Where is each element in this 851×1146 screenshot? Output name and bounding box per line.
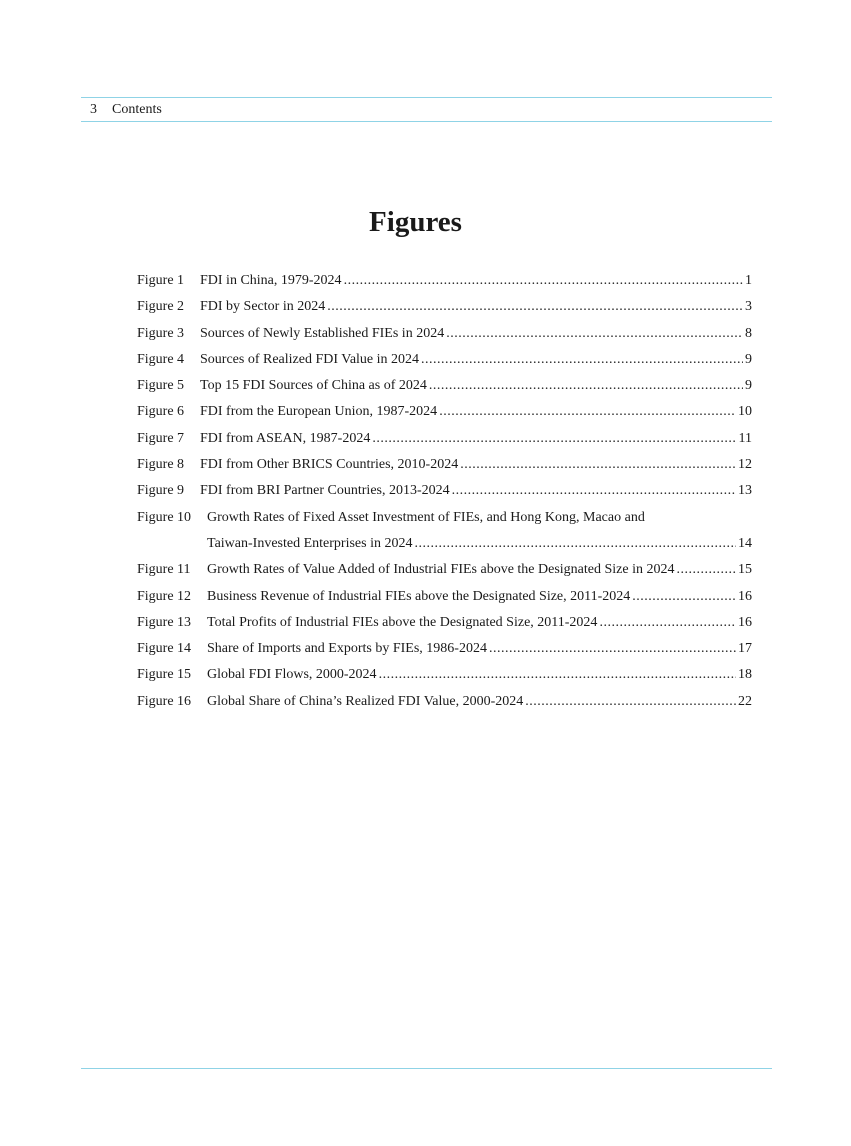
figure-title: Business Revenue of Industrial FIEs above the Designated Size, 2011-2024 xyxy=(207,588,631,604)
footer-rule xyxy=(81,1068,772,1069)
toc-entry-figure-12[interactable] xyxy=(137,584,752,610)
figure-label: Figure 10 xyxy=(137,509,192,525)
dot-leader xyxy=(344,268,743,294)
page-number: 9 xyxy=(745,378,752,394)
figure-title: FDI from ASEAN, 1987-2024 xyxy=(200,430,371,446)
page-number: 15 xyxy=(738,562,752,578)
page-number: 10 xyxy=(738,404,752,420)
figure-title: Sources of Newly Established FIEs in 2024 xyxy=(200,325,445,341)
page-number: 1 xyxy=(745,273,752,288)
figure-title: Sources of Realized FDI Value in 2024 xyxy=(200,351,420,367)
toc-entry-figure-1[interactable] xyxy=(137,268,752,294)
figure-label: Figure 5 xyxy=(137,378,185,394)
dot-leader xyxy=(421,347,743,373)
header-rule-bottom xyxy=(81,121,772,122)
figure-label: Figure 1 xyxy=(137,273,185,288)
figure-title: Growth Rates of Value Added of Industrial FIEs above the Designated Size in 2024 xyxy=(207,562,675,578)
toc-entry-figure-10[interactable] xyxy=(137,505,752,558)
figure-label: Figure 4 xyxy=(137,351,185,367)
dot-leader xyxy=(439,399,736,425)
running-header xyxy=(90,101,162,119)
figure-title: FDI from the European Union, 1987-2024 xyxy=(200,404,438,420)
header-section: Contents xyxy=(112,102,162,117)
page-number: 14 xyxy=(738,535,752,551)
page-number: 17 xyxy=(738,641,752,657)
figure-label: Figure 11 xyxy=(137,562,191,578)
figure-label: Figure 9 xyxy=(137,483,185,499)
figure-title: Share of Imports and Exports by FIEs, 1986-2024 xyxy=(207,641,487,657)
dot-leader xyxy=(429,373,743,399)
toc-entry-figure-9[interactable] xyxy=(137,478,752,504)
toc-entry-figure-4[interactable] xyxy=(137,347,752,373)
page-number: 13 xyxy=(738,483,752,499)
dot-leader xyxy=(525,689,736,715)
toc-entry-figure-6[interactable] xyxy=(137,399,752,425)
page-number: 16 xyxy=(738,588,752,604)
dot-leader xyxy=(599,610,736,636)
dot-leader xyxy=(452,478,736,504)
toc-entry-figure-15[interactable] xyxy=(137,662,752,688)
figure-title: Global FDI Flows, 2000-2024 xyxy=(207,667,377,683)
toc-entry-figure-16[interactable] xyxy=(137,689,752,715)
figure-title: Top 15 FDI Sources of China as of 2024 xyxy=(200,378,427,394)
figure-title-line2: Taiwan-Invested Enterprises in 2024 xyxy=(207,535,413,551)
page-number: 18 xyxy=(738,667,752,683)
dot-leader xyxy=(414,531,736,557)
figure-title: FDI from BRI Partner Countries, 2013-2024 xyxy=(200,483,450,499)
dot-leader xyxy=(379,662,736,688)
figure-label: Figure 13 xyxy=(137,614,192,630)
figure-title: Total Profits of Industrial FIEs above the Designated Size, 2011-2024 xyxy=(207,614,598,630)
page-number: 8 xyxy=(745,325,752,341)
figure-label: Figure 12 xyxy=(137,588,192,604)
figure-title: Global Share of China’s Realized FDI Value, 2000-2024 xyxy=(207,693,524,709)
header-page-number: 3 xyxy=(90,102,97,117)
figure-label: Figure 14 xyxy=(137,641,192,657)
page-number: 3 xyxy=(745,299,752,315)
toc-entry-figure-5[interactable] xyxy=(137,373,752,399)
page-number: 11 xyxy=(738,430,752,446)
page-title: Figures xyxy=(369,206,462,239)
dot-leader xyxy=(632,584,736,610)
toc-entry-figure-7[interactable] xyxy=(137,426,752,452)
dot-leader xyxy=(327,294,743,320)
figure-label: Figure 15 xyxy=(137,667,192,683)
figures-list xyxy=(137,268,752,715)
figure-title: FDI by Sector in 2024 xyxy=(200,299,326,315)
dot-leader xyxy=(676,557,736,583)
toc-entry-figure-13[interactable] xyxy=(137,610,752,636)
figure-label: Figure 3 xyxy=(137,325,185,341)
toc-entry-figure-2[interactable] xyxy=(137,294,752,320)
figure-label: Figure 6 xyxy=(137,404,185,420)
figure-title: FDI in China, 1979-2024 xyxy=(200,273,342,288)
page-number: 22 xyxy=(738,693,752,709)
dot-leader xyxy=(446,321,743,347)
figure-title-line1: Growth Rates of Fixed Asset Investment of FIEs, and Hong Kong, Macao and xyxy=(207,509,645,525)
dot-leader xyxy=(489,636,736,662)
toc-entry-figure-14[interactable] xyxy=(137,636,752,662)
toc-entry-figure-8[interactable] xyxy=(137,452,752,478)
toc-entry-figure-3[interactable] xyxy=(137,321,752,347)
figure-label: Figure 7 xyxy=(137,430,185,446)
page-number: 9 xyxy=(745,351,752,367)
figure-title: FDI from Other BRICS Countries, 2010-2024 xyxy=(200,457,459,473)
page-number: 12 xyxy=(738,457,752,473)
figure-label: Figure 2 xyxy=(137,299,185,315)
dot-leader xyxy=(372,426,736,452)
header-rule-top xyxy=(81,97,772,98)
dot-leader xyxy=(460,452,736,478)
page-number: 16 xyxy=(738,614,752,630)
toc-entry-figure-11[interactable] xyxy=(137,557,752,583)
figure-label: Figure 16 xyxy=(137,693,192,709)
figure-label: Figure 8 xyxy=(137,457,185,473)
